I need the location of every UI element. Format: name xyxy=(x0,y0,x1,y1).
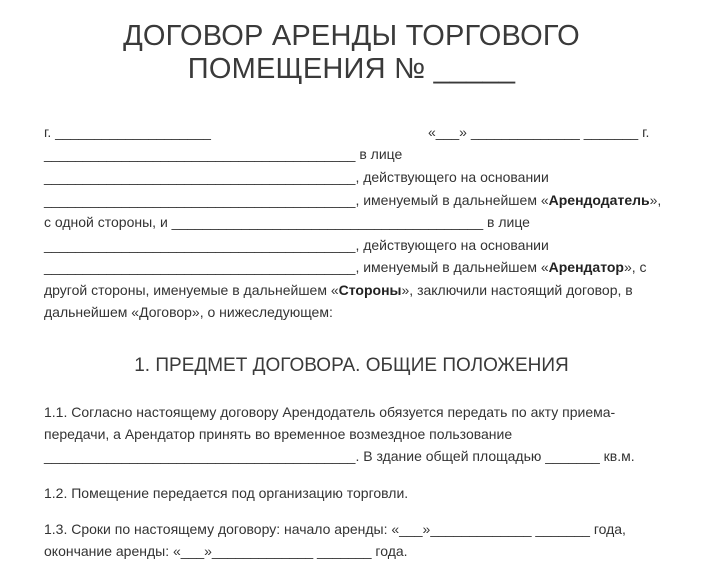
preamble-line-5-text: ________________________________________, действующего на основании xyxy=(44,237,549,253)
date-field: «___» ______________ _______ г. xyxy=(428,124,650,140)
preamble-line-8 xyxy=(44,303,333,321)
preamble-line-1-text: ________________________________________ в лице xyxy=(44,146,403,162)
preamble-line-4 xyxy=(44,213,530,231)
preamble-line-8-text: дальнейшем «Договор», о нижеследующем: xyxy=(44,304,333,320)
preamble-line-5 xyxy=(44,236,549,254)
preamble-line-7 xyxy=(44,281,633,299)
clause-1-1-line-3: ________________________________________. В здание общей площадью _______ кв.м. xyxy=(44,448,635,464)
preamble-line-3 xyxy=(44,191,661,209)
preamble-line-3-text: ________________________________________, именуемый в дальнейшем « xyxy=(44,192,549,208)
clause-1-1-line-1: 1.1. Согласно настоящему договору Арендодатель обязуется передать по акту приема- xyxy=(44,404,616,420)
clause-1-3-line-1: 1.3. Сроки по настоящему договору: начало аренды: «___»_____________ _______ года, xyxy=(44,521,626,537)
preamble-line-7-text: другой стороны, именуемые в дальнейшем « xyxy=(44,282,339,298)
preamble-line-6 xyxy=(44,258,647,276)
document-title-line-1: ДОГОВОР АРЕНДЫ ТОРГОВОГО xyxy=(123,20,580,52)
preamble-line-4-text: с одной стороны, и ________________________________________ в лице xyxy=(44,214,530,230)
clause-1-3-line-2: окончание аренды: «___»_____________ _______ года. xyxy=(44,543,408,559)
lessee-term: Арендатор xyxy=(548,259,624,275)
clause-1-1-line-2: передачи, а Арендатор принять во временное возмездное пользование xyxy=(44,426,513,442)
section-1-heading: 1. ПРЕДМЕТ ДОГОВОРА. ОБЩИЕ ПОЛОЖЕНИЯ xyxy=(134,355,569,376)
parties-term: Стороны xyxy=(338,282,402,298)
preamble-line-3-tail: », xyxy=(649,192,662,208)
document-title-line-2: ПОМЕЩЕНИЯ № _____ xyxy=(187,53,516,85)
preamble-line-6-tail: », с xyxy=(623,259,647,275)
preamble-line-2 xyxy=(44,168,549,186)
preamble-line-2-text: ________________________________________, действующего на основании xyxy=(44,169,549,185)
clause-1-2: 1.2. Помещение передается под организацию торговли. xyxy=(44,485,409,501)
preamble-line-1 xyxy=(44,145,402,163)
preamble-line-6-text: ________________________________________, именуемый в дальнейшем « xyxy=(44,259,549,275)
city-field: г. ____________________ xyxy=(44,124,211,140)
lessor-term: Арендодатель xyxy=(548,192,650,208)
preamble-line-7-tail: », заключили настоящий договор, в xyxy=(401,282,633,298)
